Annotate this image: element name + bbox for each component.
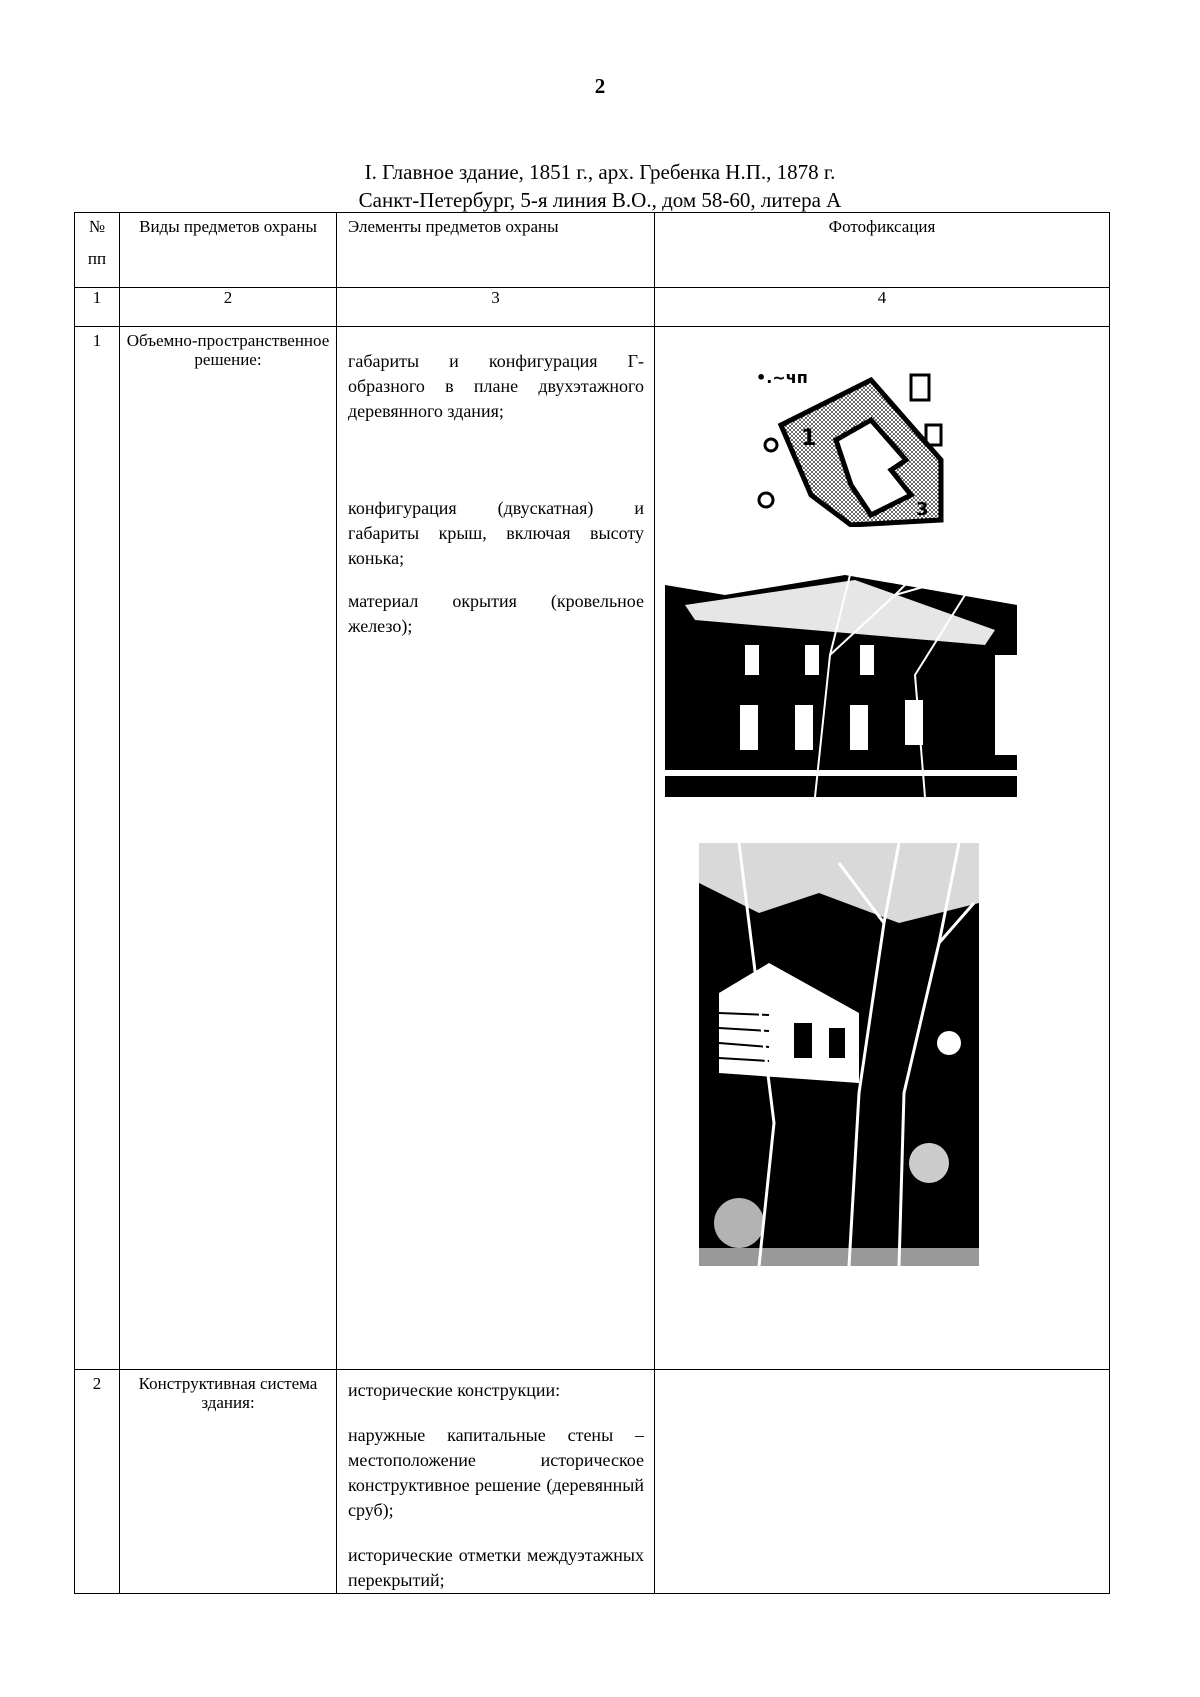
column-number: 3 — [337, 288, 655, 327]
table-row — [75, 327, 1110, 1370]
photo-cell — [655, 1370, 1110, 1594]
header-elements: Элементы предметов охраны — [337, 213, 655, 288]
header-row — [75, 213, 1110, 288]
facade-photo — [665, 535, 1017, 797]
column-number: 1 — [75, 288, 120, 327]
corner-photo — [699, 843, 979, 1266]
title-line-1: I. Главное здание, 1851 г., арх. Гребенка Н.П., 1878 г. — [364, 160, 836, 184]
header-number: № пп — [75, 213, 120, 288]
column-number-row — [75, 288, 1110, 327]
header-kind: Виды предметов охраны — [120, 213, 337, 288]
column-number: 2 — [120, 288, 337, 327]
row-elements — [337, 327, 655, 1370]
column-number: 4 — [655, 288, 1110, 327]
element-text: материал окрытия (кровельное железо); — [348, 591, 644, 636]
header-photo: Фотофиксация — [655, 213, 1110, 288]
element-text: исторические отметки междуэтажных перекрытий; — [348, 1545, 644, 1590]
page-number: 2 — [594, 74, 606, 98]
row-kind: Объемно-пространственное решение: — [120, 327, 337, 1370]
site-plan-image — [741, 365, 958, 527]
svg-text:•.~чп: •.~чп — [756, 368, 808, 387]
element-text: наружные капитальные стены – местоположение историческое конструктивное решение (деревянный сруб); — [348, 1425, 644, 1520]
row-number: 2 — [75, 1370, 120, 1594]
element-text: исторические конструкции: — [348, 1380, 561, 1400]
svg-text:1: 1 — [801, 426, 817, 451]
svg-text:3: 3 — [916, 499, 929, 520]
element-text: конфигурация (двускатная) и габариты крыш, включая высоту конька; — [348, 498, 644, 568]
row-number: 1 — [75, 327, 120, 1370]
photo-cell — [655, 327, 1110, 1370]
title-line-2: Санкт-Петербург, 5-я линия В.О., дом 58-60, литера А — [358, 188, 842, 212]
row-kind: Конструктивная система здания: — [120, 1370, 337, 1594]
row-elements — [337, 1370, 655, 1594]
element-text: габариты и конфигурация Г-образного в плане двухэтажного деревянного здания; — [348, 351, 644, 421]
document-title — [0, 158, 1200, 214]
table-row — [75, 1370, 1110, 1594]
protection-table — [74, 212, 1110, 1594]
